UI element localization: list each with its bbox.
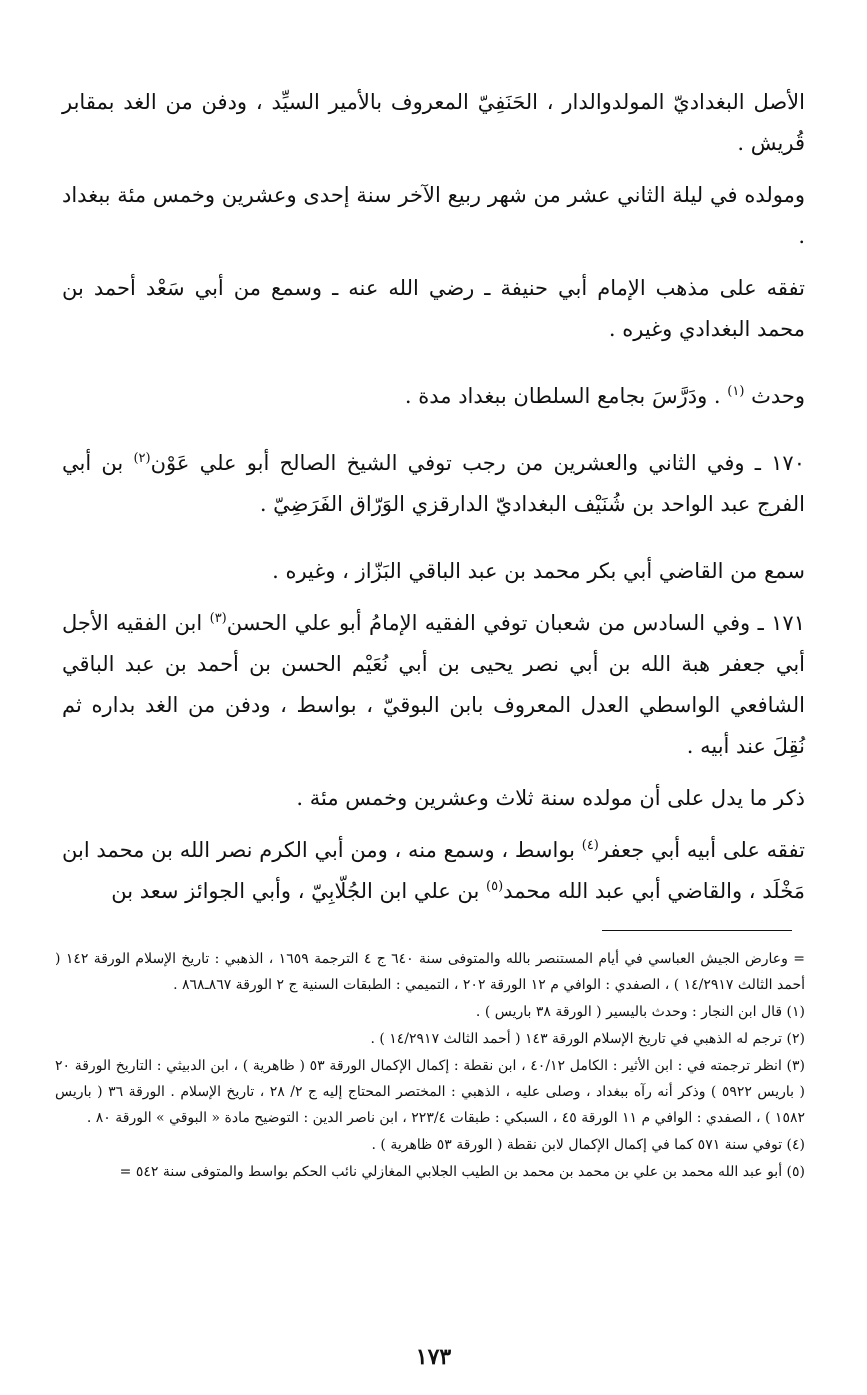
paragraph-text: ١٧١ ـ وفي السادس من شعبان توفي الفقيه الإمامُ أبو علي الحسن — [226, 611, 805, 635]
entry-171 — [62, 603, 805, 767]
paragraph: الأصل البغداديّ المولدوالدار ، الحَنَفِيّ المعروف بالأمير السيِّد ، ودفن من الغد بمقابر قُريش . — [62, 90, 805, 155]
paragraph-text: تفقه على أبيه أبي جعفر — [598, 838, 805, 862]
paragraph: ومولده في ليلة الثاني عشر من شهر ربيع الآخر سنة إحدى وعشرين وخمس مئة ببغداد . — [62, 183, 805, 248]
paragraph: ذكر ما يدل على أن مولده سنة ثلاث وعشرين وخمس مئة . — [296, 786, 805, 810]
footnote: (٥) أبو عبد الله محمد بن علي بن محمد بن محمد بن الطيب الجلابي المغازلي نائب الحكم بواسط والمتوفى سنة ٥٤٢ = — [119, 1164, 805, 1180]
footnote: (٣) انظر ترجمته في : ابن الأثير : الكامل ٤٠/١٢ ، ابن نقطة : إكمال الإكمال الورقة ٥٣ ( ظاهرية ) ، ابن الدبيثي : التاريخ الورقة ٢٠ ( باريس ٥٩٢٢ ) وذكر أنه رآه ببغداد ، وصلى عليه ، الذهبي : المختصر المحتاج إليه ج ٢/ ٢٨ ، تاريخ الإسلام . الورقة ٣٦ ( باريس ١٥٨٢ ) ، الصفدي : الوافي م ١١ الورقة ٤٥ ، السبكي : طبقات ٢٢٣/٤ ، ابن ناصر الدين : التوضيح مادة « البوقي » الورقة ٨٠ . — [55, 1058, 806, 1126]
paragraph — [62, 830, 805, 912]
entry-170 — [62, 443, 805, 525]
paragraph-text: ١٧٠ ـ وفي الثاني والعشرين من رجب توفي الشيخ الصالح أبو علي عَوْن — [150, 451, 805, 475]
footnote: (٤) توفي سنة ٥٧١ كما في إكمال الإكمال لابن نقطة ( الورقة ٥٣ ظاهرية ) . — [371, 1137, 805, 1153]
footnote-ref: (٣) — [209, 611, 227, 626]
paragraph-text: . ودَرَّسَ بجامع السلطان ببغداد مدة . — [404, 384, 721, 408]
footnote-divider — [602, 930, 792, 931]
paragraph-text: بن علي ابن الجُلّابِيّ ، وأبي الجوائز سعد بن — [111, 879, 480, 903]
paragraph: سمع من القاضي أبي بكر محمد بن عبد الباقي البَزّاز ، وغيره . — [272, 559, 805, 583]
paragraph-text: بواسط ، وسمع منه ، ومن أبي الكرم نصر الله بن محمد ابن مَخْلَد ، والقاضي أبي عبد الله محمد — [62, 838, 805, 903]
footnote-continuation: = وعارض الجيش العباسي في أيام المستنصر بالله والمتوفى سنة ٦٤٠ ج ٤ الترجمة ١٦٥٩ ، الذهبي : تاريخ الإسلام الورقة ١٤٢ ( أحمد الثالث ١٤/٢٩١٧ ) ، الصفدي : الوافي م ١٢ الورقة ٢٠٢ ، التميمي : الطبقات السنية ج ٢ الورقة ٨٦٧ـ٨٦٨ . — [55, 951, 806, 993]
paragraph: تفقه على مذهب الإمام أبي حنيفة ـ رضي الله عنه ـ وسمع من أبي سَعْد أحمد بن محمد البغدادي وغيره . — [62, 276, 805, 341]
footnote: (٢) ترجم له الذهبي في تاريخ الإسلام الورقة ١٤٣ ( أحمد الثالث ١٤/٢٩١٧ ) . — [370, 1031, 805, 1047]
footnote-ref: (٢) — [133, 451, 151, 466]
footnote-ref: (٤) — [581, 838, 599, 853]
paragraph-text: ابن الفقيه الأجل أبي جعفر هبة الله بن أبي نصر يحيى بن أبي نُعَيْم الحسن بن أحمد بن عبد الباقي الشافعي الواسطي العدل المعروف بابن البوقيّ ، بواسط ، ودفن من الغد بداره ثم نُقِلَ عند أبيه . — [62, 611, 805, 758]
paragraph — [62, 376, 805, 417]
footnote-ref: (١) — [727, 384, 745, 399]
footnote-ref: (٥) — [486, 879, 504, 894]
page-number: ١٧٣ — [415, 1344, 452, 1370]
main-text — [62, 82, 805, 923]
footnote: (١) قال ابن النجار : وحدث باليسير ( الورقة ٣٨ باريس ) . — [475, 1004, 805, 1020]
footnotes — [55, 946, 805, 1186]
paragraph-text: وحدث — [751, 384, 805, 408]
paragraph-text: بن أبي الفرج عبد الواحد بن شُنَيْف البغداديّ الدارقزي الوَرّاق الفَرَضِيّ . — [62, 451, 805, 516]
